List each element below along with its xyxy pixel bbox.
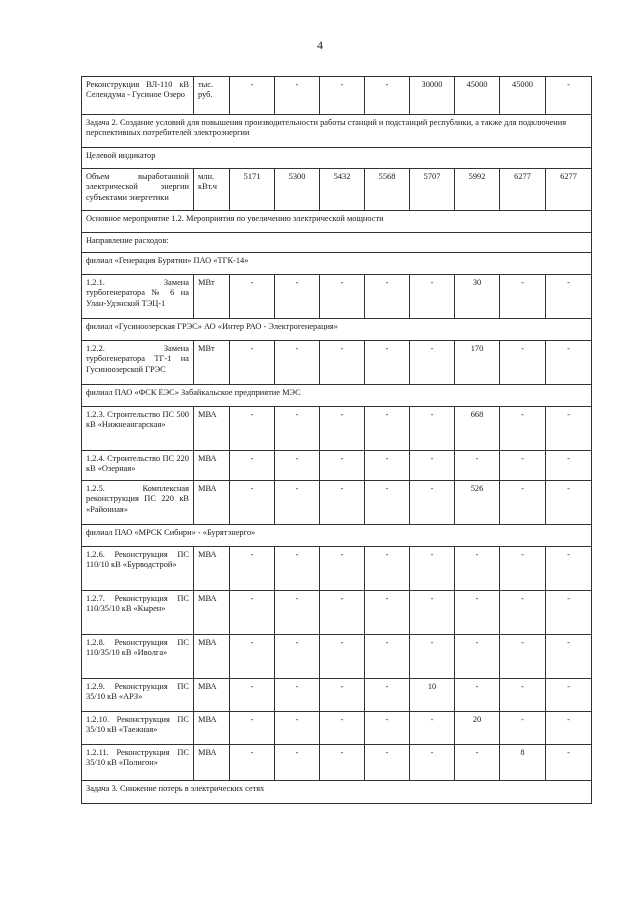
value-cell: 5568	[365, 169, 410, 211]
value-cell: -	[410, 547, 455, 591]
unit-cell: млн. кВт.ч	[194, 169, 230, 211]
value-cell: -	[546, 481, 592, 525]
measure-name-cell: 1.2.7. Реконструкция ПС 110/35/10 кВ «Кырен»	[82, 591, 194, 635]
value-cell: -	[230, 407, 275, 451]
value-cell: 170	[455, 341, 500, 385]
value-cell: -	[275, 407, 320, 451]
value-cell: -	[320, 77, 365, 115]
value-cell: -	[320, 635, 365, 679]
section-row	[82, 781, 592, 804]
section-row	[82, 233, 592, 253]
value-cell: -	[275, 679, 320, 712]
value-cell: -	[230, 275, 275, 319]
unit-cell: МВА	[194, 547, 230, 591]
value-cell: -	[410, 481, 455, 525]
measure-name-cell: 1.2.11. Реконструкция ПС 35/10 кВ «Полигон»	[82, 745, 194, 781]
value-cell: -	[230, 679, 275, 712]
value-cell: 5171	[230, 169, 275, 211]
section-heading: Основное мероприятие 1.2. Мероприятия по увеличению электрической мощности	[82, 211, 592, 233]
value-cell: -	[230, 712, 275, 745]
value-cell: -	[410, 275, 455, 319]
value-cell: -	[275, 481, 320, 525]
unit-cell: МВА	[194, 591, 230, 635]
unit-cell: МВА	[194, 745, 230, 781]
value-cell: 30000	[410, 77, 455, 115]
table-row	[82, 169, 592, 211]
value-cell: -	[230, 77, 275, 115]
value-cell: -	[275, 275, 320, 319]
value-cell: 45000	[500, 77, 546, 115]
value-cell: -	[410, 451, 455, 481]
measure-name-cell: 1.2.9. Реконструкция ПС 35/10 кВ «АРЗ»	[82, 679, 194, 712]
section-row	[82, 115, 592, 148]
value-cell: -	[365, 679, 410, 712]
value-cell: -	[320, 679, 365, 712]
unit-cell: МВА	[194, 481, 230, 525]
value-cell: -	[455, 635, 500, 679]
value-cell: -	[365, 407, 410, 451]
value-cell: 30	[455, 275, 500, 319]
value-cell: -	[546, 712, 592, 745]
measure-name-cell: 1.2.1. Замена турбогенератора № 6 на Улан-Удэнской ТЭЦ-1	[82, 275, 194, 319]
value-cell: 668	[455, 407, 500, 451]
value-cell: -	[500, 679, 546, 712]
value-cell: -	[546, 407, 592, 451]
value-cell: 6277	[500, 169, 546, 211]
value-cell: -	[500, 481, 546, 525]
value-cell: -	[410, 745, 455, 781]
unit-cell: МВА	[194, 407, 230, 451]
unit-cell: МВА	[194, 451, 230, 481]
section-heading: Задача 3. Снижение потерь в электрических сетях	[82, 781, 592, 804]
value-cell: -	[275, 712, 320, 745]
value-cell: 20	[455, 712, 500, 745]
value-cell: -	[546, 77, 592, 115]
value-cell: -	[500, 451, 546, 481]
value-cell: -	[320, 481, 365, 525]
value-cell: -	[365, 481, 410, 525]
section-heading: Направление расходов:	[82, 233, 592, 253]
value-cell: -	[365, 77, 410, 115]
section-row	[82, 385, 592, 407]
value-cell: -	[546, 341, 592, 385]
table-row	[82, 679, 592, 712]
value-cell: -	[275, 745, 320, 781]
value-cell: -	[230, 591, 275, 635]
value-cell: -	[320, 451, 365, 481]
value-cell: -	[275, 591, 320, 635]
value-cell: -	[455, 451, 500, 481]
section-heading: Целевой индикатор	[82, 148, 592, 169]
value-cell: -	[275, 547, 320, 591]
measure-name-cell: 1.2.6. Реконструкция ПС 110/10 кВ «Бурводстрой»	[82, 547, 194, 591]
table-row	[82, 451, 592, 481]
table-row	[82, 77, 592, 115]
value-cell: -	[410, 341, 455, 385]
table-body	[82, 77, 592, 804]
table-row	[82, 635, 592, 679]
value-cell: -	[365, 745, 410, 781]
value-cell: -	[546, 745, 592, 781]
value-cell: 10	[410, 679, 455, 712]
value-cell: -	[546, 275, 592, 319]
section-row	[82, 148, 592, 169]
measure-name-cell: Объем выработанной электрической энергии субъектами энергетики	[82, 169, 194, 211]
table-row	[82, 745, 592, 781]
value-cell: 526	[455, 481, 500, 525]
value-cell: -	[546, 451, 592, 481]
measure-name-cell: Реконструкция ВЛ-110 кВ Селендума - Гусиное Озеро	[82, 77, 194, 115]
section-row	[82, 253, 592, 275]
value-cell: -	[230, 547, 275, 591]
value-cell: -	[546, 547, 592, 591]
value-cell: -	[500, 407, 546, 451]
table-row	[82, 407, 592, 451]
value-cell: -	[546, 591, 592, 635]
value-cell: -	[455, 591, 500, 635]
value-cell: -	[230, 745, 275, 781]
value-cell: -	[410, 635, 455, 679]
value-cell: -	[320, 275, 365, 319]
value-cell: -	[455, 679, 500, 712]
value-cell: -	[365, 547, 410, 591]
value-cell: -	[320, 341, 365, 385]
value-cell: -	[230, 481, 275, 525]
value-cell: -	[320, 712, 365, 745]
table-row	[82, 481, 592, 525]
value-cell: 45000	[455, 77, 500, 115]
section-row	[82, 525, 592, 547]
value-cell: -	[410, 407, 455, 451]
unit-cell: тыс. руб.	[194, 77, 230, 115]
value-cell: 5992	[455, 169, 500, 211]
page-number: 4	[317, 38, 323, 52]
measure-name-cell: 1.2.3. Строительство ПС 500 кВ «Нижнеангарская»	[82, 407, 194, 451]
value-cell: -	[455, 745, 500, 781]
table-row	[82, 275, 592, 319]
value-cell: -	[365, 591, 410, 635]
unit-cell: МВА	[194, 635, 230, 679]
table-row	[82, 591, 592, 635]
value-cell: -	[275, 451, 320, 481]
measure-name-cell: 1.2.8. Реконструкция ПС 110/35/10 кВ «Иволга»	[82, 635, 194, 679]
value-cell: -	[320, 547, 365, 591]
value-cell: -	[320, 745, 365, 781]
value-cell: -	[410, 591, 455, 635]
unit-cell: МВт	[194, 275, 230, 319]
value-cell: -	[500, 591, 546, 635]
measure-name-cell: 1.2.5. Комплексная реконструкция ПС 220 кВ «Районная»	[82, 481, 194, 525]
value-cell: 5707	[410, 169, 455, 211]
value-cell: -	[500, 341, 546, 385]
value-cell: -	[365, 451, 410, 481]
section-row	[82, 319, 592, 341]
value-cell: -	[455, 547, 500, 591]
value-cell: -	[546, 635, 592, 679]
measure-name-cell: 1.2.2. Замена турбогенератора ТГ-1 на Гусиноозерской ГРЭС	[82, 341, 194, 385]
table-row	[82, 341, 592, 385]
value-cell: -	[365, 712, 410, 745]
measure-name-cell: 1.2.4. Строительство ПС 220 кВ «Озерная»	[82, 451, 194, 481]
value-cell: -	[500, 547, 546, 591]
value-cell: -	[500, 635, 546, 679]
value-cell: -	[365, 341, 410, 385]
value-cell: -	[275, 341, 320, 385]
measure-name-cell: 1.2.10. Реконструкция ПС 35/10 кВ «Таежная»	[82, 712, 194, 745]
value-cell: -	[500, 712, 546, 745]
value-cell: 8	[500, 745, 546, 781]
value-cell: -	[410, 712, 455, 745]
unit-cell: МВА	[194, 712, 230, 745]
value-cell: -	[365, 635, 410, 679]
value-cell: -	[500, 275, 546, 319]
value-cell: 5432	[320, 169, 365, 211]
value-cell: -	[275, 77, 320, 115]
value-cell: -	[546, 679, 592, 712]
value-cell: -	[275, 635, 320, 679]
program-indicators-table	[81, 76, 592, 804]
value-cell: 6277	[546, 169, 592, 211]
section-heading: филиал ПАО «ФСК ЕЭС» Забайкальское предприятие МЭС	[82, 385, 592, 407]
value-cell: -	[320, 591, 365, 635]
section-heading: филиал ПАО «МРСК Сибири» - «Бурятэнерго»	[82, 525, 592, 547]
value-cell: -	[320, 407, 365, 451]
unit-cell: МВт	[194, 341, 230, 385]
value-cell: -	[230, 341, 275, 385]
section-heading: филиал «Гусиноозерская ГРЭС» АО «Интер РАО - Электрогенерация»	[82, 319, 592, 341]
table-row	[82, 547, 592, 591]
value-cell: 5300	[275, 169, 320, 211]
section-row	[82, 211, 592, 233]
unit-cell: МВА	[194, 679, 230, 712]
value-cell: -	[365, 275, 410, 319]
section-heading: филиал «Генерация Бурятии» ПАО «ТГК-14»	[82, 253, 592, 275]
table-row	[82, 712, 592, 745]
value-cell: -	[230, 635, 275, 679]
section-heading: Задача 2. Создание условий для повышения производительности работы станций и подстанций республики, а также для подключения перспективных потребителей электроэнергии	[82, 115, 592, 148]
value-cell: -	[230, 451, 275, 481]
